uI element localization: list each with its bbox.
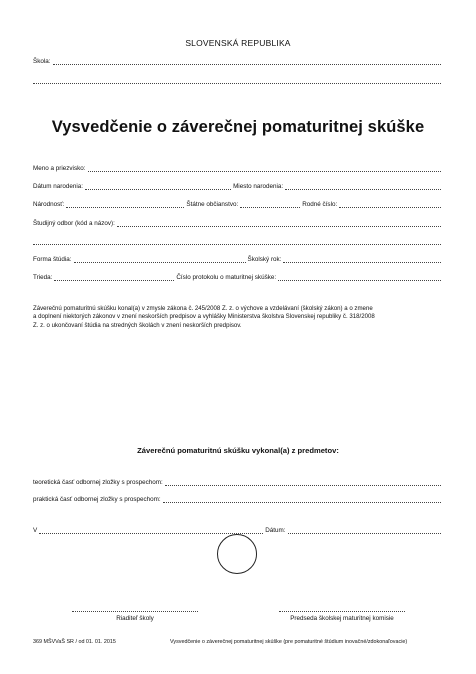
- chair-signature-caption: Predseda školskej maturitnej komisie: [290, 615, 394, 622]
- theory-label: teoretická časť odbornej zložky s prospechom:: [33, 479, 163, 486]
- school-year-field[interactable]: [283, 256, 441, 263]
- director-signature-caption: Riaditeľ školy: [116, 615, 154, 622]
- school-row: [33, 56, 443, 65]
- citizenship-label: Štátne občianstvo:: [186, 201, 239, 208]
- study-form-label: Forma štúdia:: [33, 256, 72, 263]
- study-field-input[interactable]: [117, 220, 441, 227]
- form-description: Vysvedčenie o záverečnej pomaturitnej skúške (pre pomaturitné štúdium inovačné/zdokonaľovacie): [170, 639, 408, 645]
- school-row-2: [33, 75, 443, 84]
- nationality-label: Národnosť:: [33, 201, 65, 208]
- class-label: Trieda:: [33, 274, 53, 281]
- study-field-input-continued[interactable]: [33, 238, 441, 245]
- dob-label: Dátum narodenia:: [33, 183, 84, 190]
- birth-number-field[interactable]: [339, 201, 441, 208]
- practice-grade-field[interactable]: [163, 496, 441, 503]
- date-field[interactable]: [288, 527, 442, 534]
- republic-heading: SLOVENSKÁ REPUBLIKA: [185, 38, 291, 48]
- director-signature-line[interactable]: [72, 610, 198, 612]
- dob-field[interactable]: [85, 183, 231, 190]
- pob-label: Miesto narodenia:: [233, 183, 284, 190]
- form-code: 369 MŠVVaŠ SR / od 01. 01. 2015: [33, 639, 116, 645]
- name-field[interactable]: [88, 165, 442, 172]
- legal-line-3: Z. z. o ukončovaní štúdia na stredných školách v znení neskorších predpisov.: [33, 321, 242, 329]
- document-title: Vysvedčenie o záverečnej pomaturitnej skúške: [51, 118, 425, 136]
- legal-line-1: Záverečnú pomaturitnú skúšku konal(a) v zmysle zákona č. 245/2008 Z. z. o výchove a vzdelávaní (školský zákon) a o zmene: [33, 305, 373, 312]
- theory-grade-field[interactable]: [165, 479, 441, 486]
- chair-signature-line[interactable]: [279, 610, 405, 612]
- class-field[interactable]: [54, 274, 174, 281]
- birth-row: [33, 181, 443, 190]
- place-date-row: [33, 525, 443, 534]
- nationality-row: [33, 199, 443, 208]
- birth-number-label: Rodné číslo:: [302, 201, 338, 208]
- theory-row: [33, 477, 443, 486]
- pob-field[interactable]: [285, 183, 441, 190]
- school-field-continued[interactable]: [33, 77, 441, 84]
- school-year-label: Školský rok:: [247, 256, 282, 263]
- protocol-label: Číslo protokolu o maturitnej skúške:: [176, 274, 277, 281]
- name-label: Meno a priezvisko:: [33, 165, 86, 172]
- name-row: [33, 163, 443, 172]
- study-field-row: [33, 218, 443, 227]
- school-stamp-placeholder: [217, 534, 257, 574]
- citizenship-field[interactable]: [240, 201, 300, 208]
- practice-row: [33, 494, 443, 503]
- nationality-field[interactable]: [66, 201, 184, 208]
- legal-line-2: a doplnení niektorých zákonov v znení neskorších predpisov a vyhlášky Ministerstva školstva Slovenskej republiky č. 318/2008: [33, 313, 375, 321]
- place-field[interactable]: [39, 527, 263, 534]
- protocol-field[interactable]: [278, 274, 441, 281]
- study-form-row: [33, 254, 443, 263]
- practice-label: praktická časť odbornej zložky s prospechom:: [33, 496, 161, 503]
- study-form-field[interactable]: [74, 256, 246, 263]
- date-label: Dátum:: [265, 527, 286, 534]
- study-field-row-2: [33, 236, 443, 245]
- school-field[interactable]: [53, 58, 441, 65]
- study-field-label: Študijný odbor (kód a názov):: [33, 220, 115, 227]
- class-row: [33, 272, 443, 281]
- legal-paragraph: [33, 305, 443, 330]
- place-label: V: [33, 527, 38, 534]
- school-label: Škola:: [33, 58, 51, 65]
- subjects-heading: Záverečnú pomaturitnú skúšku vykonal(a) z predmetov:: [137, 446, 339, 455]
